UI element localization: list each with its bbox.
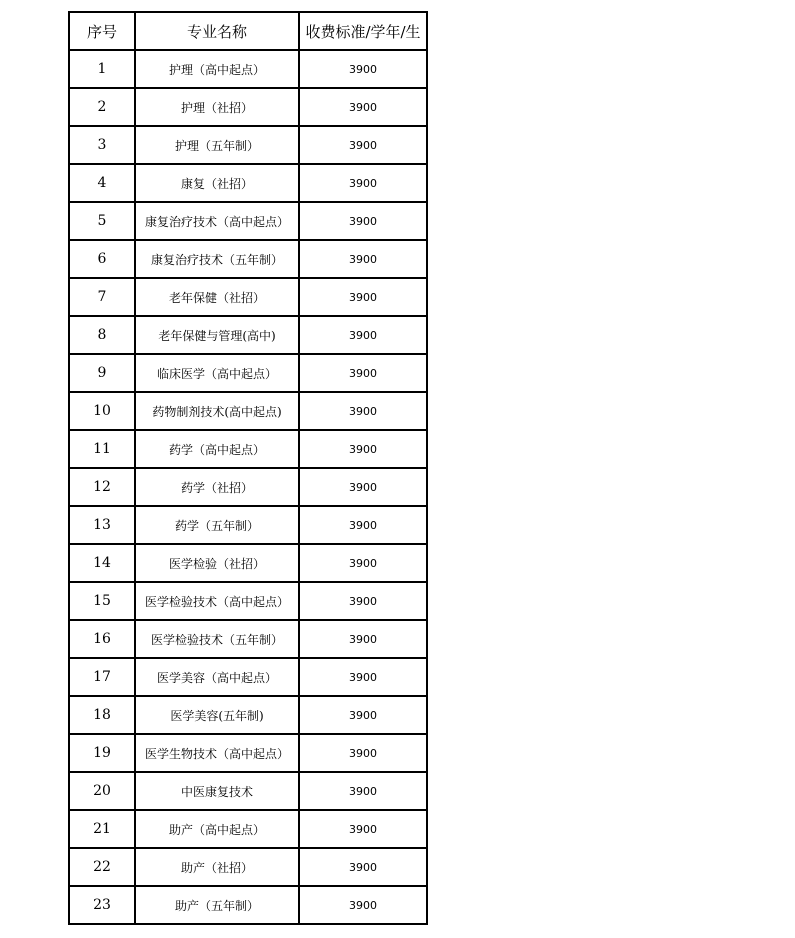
table-row xyxy=(69,544,427,582)
major-name-cell: 护理（高中起点） xyxy=(135,50,299,88)
serial-number-cell: 17 xyxy=(69,658,135,696)
serial-number-cell: 2 xyxy=(69,88,135,126)
fee-cell: 3900 xyxy=(299,696,427,734)
table-row xyxy=(69,772,427,810)
table-row xyxy=(69,430,427,468)
major-name-cell: 中医康复技术 xyxy=(135,772,299,810)
major-name-cell: 药学（五年制） xyxy=(135,506,299,544)
major-name-cell: 医学检验技术（高中起点） xyxy=(135,582,299,620)
major-name-cell: 康复治疗技术（五年制） xyxy=(135,240,299,278)
table-body xyxy=(69,50,427,924)
major-name-cell: 医学生物技术（高中起点） xyxy=(135,734,299,772)
fee-cell: 3900 xyxy=(299,88,427,126)
serial-number-cell: 10 xyxy=(69,392,135,430)
fee-cell: 3900 xyxy=(299,544,427,582)
fee-cell: 3900 xyxy=(299,430,427,468)
serial-number-cell: 16 xyxy=(69,620,135,658)
serial-number-cell: 1 xyxy=(69,50,135,88)
fee-cell: 3900 xyxy=(299,582,427,620)
fee-cell: 3900 xyxy=(299,202,427,240)
serial-number-cell: 6 xyxy=(69,240,135,278)
major-name-cell: 医学美容（高中起点） xyxy=(135,658,299,696)
fee-cell: 3900 xyxy=(299,620,427,658)
fee-cell: 3900 xyxy=(299,126,427,164)
table-row xyxy=(69,202,427,240)
serial-number-cell: 13 xyxy=(69,506,135,544)
major-name-cell: 康复（社招） xyxy=(135,164,299,202)
fee-cell: 3900 xyxy=(299,354,427,392)
table-row xyxy=(69,316,427,354)
serial-number-cell: 20 xyxy=(69,772,135,810)
table-row xyxy=(69,88,427,126)
table-row xyxy=(69,278,427,316)
serial-number-cell: 3 xyxy=(69,126,135,164)
serial-number-cell: 8 xyxy=(69,316,135,354)
major-name-cell: 医学美容(五年制) xyxy=(135,696,299,734)
fee-cell: 3900 xyxy=(299,772,427,810)
header-serial-number: 序号 xyxy=(69,12,135,50)
table-row xyxy=(69,164,427,202)
serial-number-cell: 12 xyxy=(69,468,135,506)
serial-number-cell: 11 xyxy=(69,430,135,468)
fee-cell: 3900 xyxy=(299,50,427,88)
serial-number-cell: 7 xyxy=(69,278,135,316)
table-row xyxy=(69,620,427,658)
table-row xyxy=(69,734,427,772)
table-row xyxy=(69,810,427,848)
major-name-cell: 助产（高中起点） xyxy=(135,810,299,848)
serial-number-cell: 18 xyxy=(69,696,135,734)
major-name-cell: 药物制剂技术(高中起点) xyxy=(135,392,299,430)
fee-cell: 3900 xyxy=(299,392,427,430)
fee-cell: 3900 xyxy=(299,164,427,202)
fee-cell: 3900 xyxy=(299,468,427,506)
header-major-name: 专业名称 xyxy=(135,12,299,50)
table-row xyxy=(69,392,427,430)
fee-cell: 3900 xyxy=(299,734,427,772)
major-name-cell: 老年保健与管理(高中) xyxy=(135,316,299,354)
table-row xyxy=(69,506,427,544)
header-fee-standard: 收费标准/学年/生 xyxy=(299,12,427,50)
serial-number-cell: 14 xyxy=(69,544,135,582)
major-name-cell: 老年保健（社招） xyxy=(135,278,299,316)
major-name-cell: 助产（社招） xyxy=(135,848,299,886)
fee-cell: 3900 xyxy=(299,658,427,696)
serial-number-cell: 9 xyxy=(69,354,135,392)
serial-number-cell: 5 xyxy=(69,202,135,240)
table-row xyxy=(69,50,427,88)
table-header-row xyxy=(69,12,427,50)
major-name-cell: 医学检验（社招） xyxy=(135,544,299,582)
major-name-cell: 临床医学（高中起点） xyxy=(135,354,299,392)
table-row xyxy=(69,354,427,392)
serial-number-cell: 22 xyxy=(69,848,135,886)
major-name-cell: 护理（五年制） xyxy=(135,126,299,164)
fee-cell: 3900 xyxy=(299,316,427,354)
serial-number-cell: 23 xyxy=(69,886,135,924)
table-row xyxy=(69,848,427,886)
fee-table xyxy=(68,11,428,925)
fee-cell: 3900 xyxy=(299,506,427,544)
fee-cell: 3900 xyxy=(299,240,427,278)
table-row xyxy=(69,240,427,278)
serial-number-cell: 4 xyxy=(69,164,135,202)
fee-cell: 3900 xyxy=(299,278,427,316)
table-row xyxy=(69,126,427,164)
major-name-cell: 助产（五年制） xyxy=(135,886,299,924)
major-name-cell: 药学（高中起点） xyxy=(135,430,299,468)
table-row xyxy=(69,886,427,924)
serial-number-cell: 21 xyxy=(69,810,135,848)
table-row xyxy=(69,582,427,620)
serial-number-cell: 15 xyxy=(69,582,135,620)
table-row xyxy=(69,696,427,734)
major-name-cell: 康复治疗技术（高中起点） xyxy=(135,202,299,240)
fee-cell: 3900 xyxy=(299,810,427,848)
table-row xyxy=(69,658,427,696)
major-name-cell: 护理（社招） xyxy=(135,88,299,126)
serial-number-cell: 19 xyxy=(69,734,135,772)
fee-cell: 3900 xyxy=(299,886,427,924)
table-row xyxy=(69,468,427,506)
major-name-cell: 药学（社招） xyxy=(135,468,299,506)
major-name-cell: 医学检验技术（五年制） xyxy=(135,620,299,658)
fee-cell: 3900 xyxy=(299,848,427,886)
